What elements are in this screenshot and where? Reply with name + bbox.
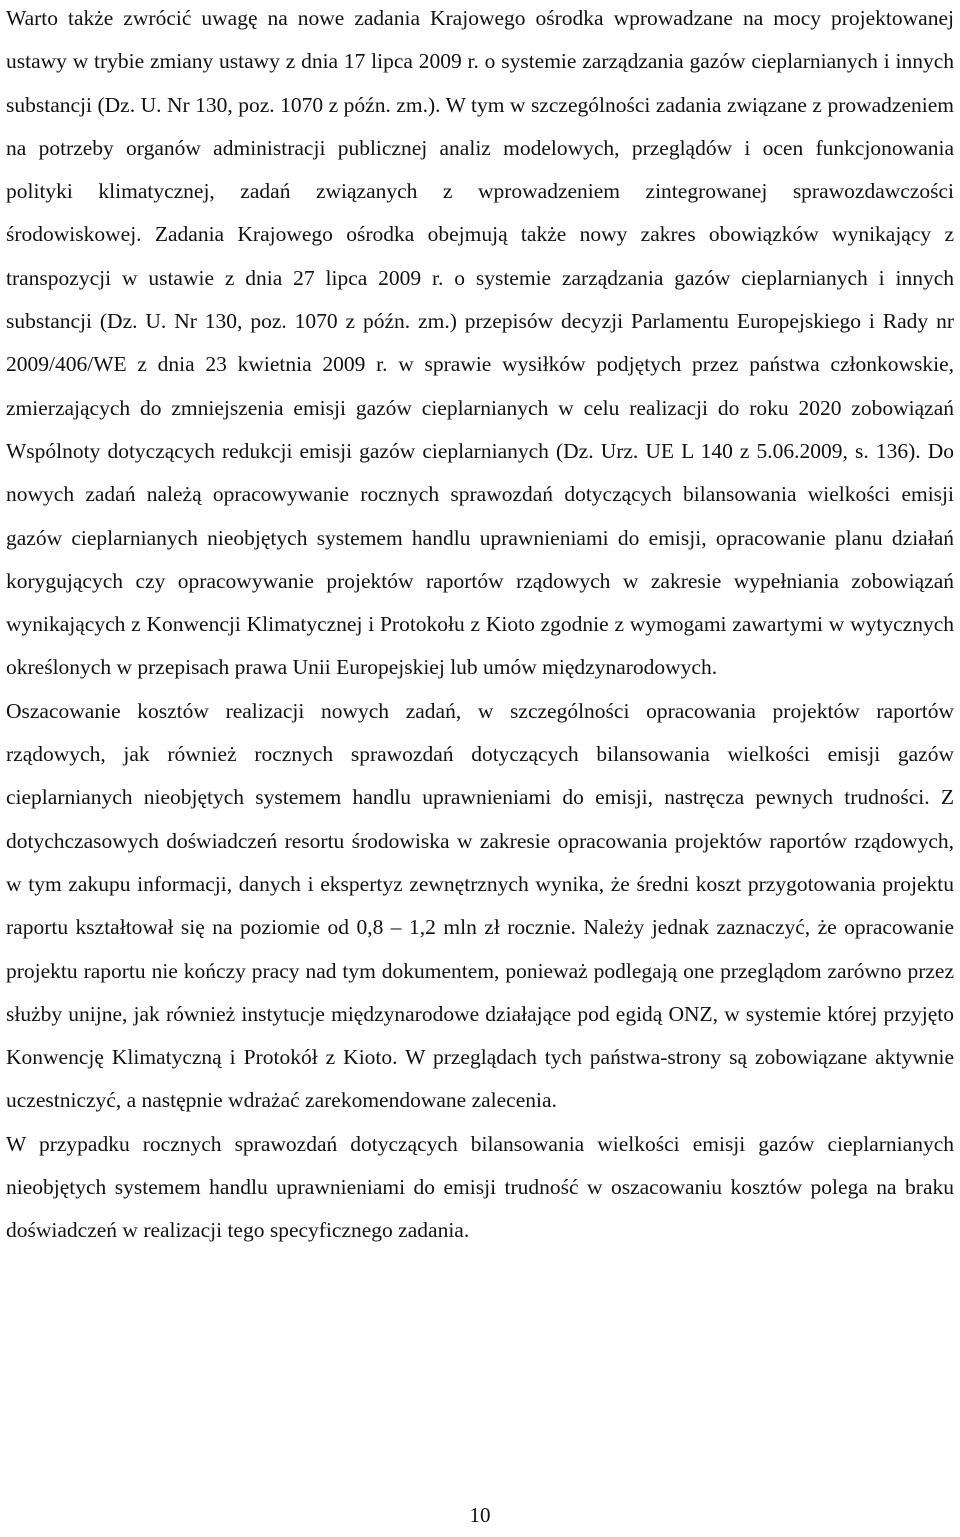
body-paragraph: Warto także zwrócić uwagę na nowe zadania Krajowego ośrodka wprowadzane na mocy projektowanej ustawy w trybie zmiany ustawy z dnia 17 lipca 2009 r. o systemie zarządzania gazów cieplarnianych i innych substancji (Dz. U. Nr 130, poz. 1070 z późn. zm.). W tym w szczególności zadania związane z prowadzeniem na potrzeby organów administracji publicznej analiz modelowych, przeglądów i ocen funkcjonowania polityki klimatycznej, zadań związanych z wprowadzeniem zintegrowanej sprawozdawczości środowiskowej. Zadania Krajowego ośrodka obejmują także nowy zakres obowiązków wynikający z transpozycji w ustawie z dnia 27 lipca 2009 r. o systemie zarządzania gazów cieplarnianych i innych substancji (Dz. U. Nr 130, poz. 1070 z późn. zm.) przepisów decyzji Parlamentu Europejskiego i Rady nr 2009/406/WE z dnia 23 kwietnia 2009 r. w sprawie wysiłków podjętych przez państwa członkowskie, zmierzających do zmniejszenia emisji gazów cieplarnianych w celu realizacji do roku 2020 zobowiązań Wspólnoty dotyczących redukcji emisji gazów cieplarnianych (Dz. Urz. UE L 140 z 5.06.2009, s. 136). Do nowych zadań należą opracowywanie rocznych sprawozdań dotyczących bilansowania wielkości emisji gazów cieplarnianych nieobjętych systemem handlu uprawnieniami do emisji, opracowanie planu działań korygujących czy opracowywanie projektów raportów rządowych w zakresie wypełniania zobowiązań wynikających z Konwencji Klimatycznej i Protokołu z Kioto zgodnie z wymogami zawartymi w wytycznych określonych w przepisach prawa Unii Europejskiej lub umów międzynarodowych. (6, 6, 954, 680)
document-page (6, 0, 954, 1253)
body-paragraph: W przypadku rocznych sprawozdań dotyczących bilansowania wielkości emisji gazów cieplarnianych nieobjętych systemem handlu uprawnieniami do emisji trudność w oszacowaniu kosztów polega na braku doświadczeń w realizacji tego specyficznego zadania. (6, 1131, 954, 1243)
body-paragraph: Oszacowanie kosztów realizacji nowych zadań, w szczególności opracowania projektów raportów rządowych, jak również rocznych sprawozdań dotyczących bilansowania wielkości emisji gazów cieplarnianych nieobjętych systemem handlu uprawnieniami do emisji, nastręcza pewnych trudności. Z dotychczasowych doświadczeń resortu środowiska w zakresie opracowania projektów raportów rządowych, w tym zakupu informacji, danych i ekspertyz zewnętrznych wynika, że średni koszt przygotowania projektu raportu kształtował się na poziomie od 0,8 – 1,2 mln zł rocznie. Należy jednak zaznaczyć, że opracowanie projektu raportu nie kończy pracy nad tym dokumentem, ponieważ podlegają one przeglądom zarówno przez służby unijne, jak również instytucje międzynarodowe działające pod egidą ONZ, w systemie której przyjęto Konwencję Klimatyczną i Protokół z Kioto. W przeglądach tych państwa-strony są zobowiązane aktywnie uczestniczyć, a następnie wdrażać zarekomendowane zalecenia. (6, 698, 954, 1113)
page-number: 10 (469, 1503, 491, 1527)
